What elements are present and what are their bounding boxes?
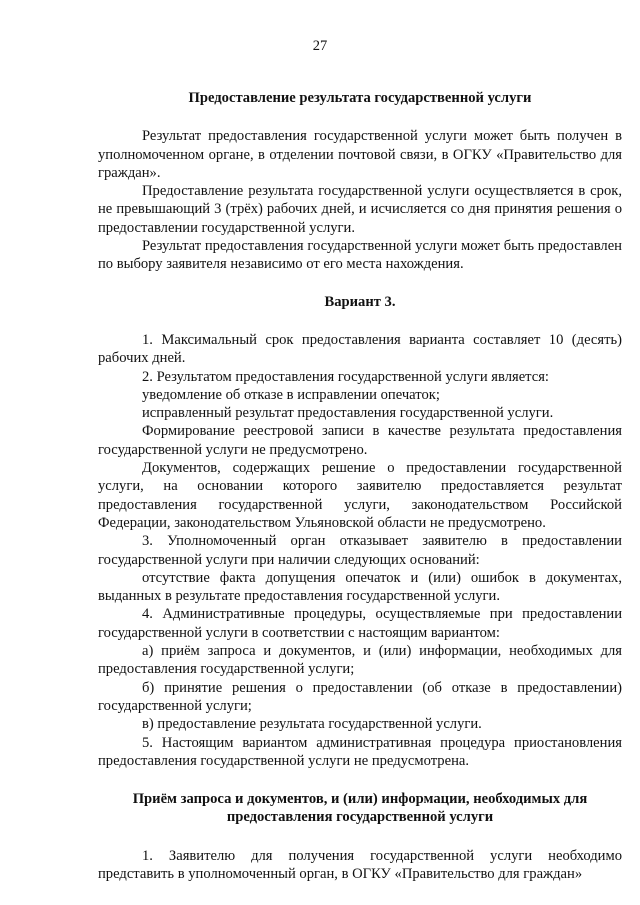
section-heading-line: Приём запроса и документов, и (или) информации, необходимых для: [132, 791, 588, 808]
section-heading-line: предоставления государственной услуги: [226, 809, 494, 826]
paragraph: 2. Результатом предоставления государственной услуги является:: [142, 368, 549, 385]
paragraph: 1. Заявителю для получения государственной услуги необходимо представить в уполномоченный орган, в ОГКУ «Правительство для граждан»: [98, 847, 622, 882]
variant-heading: Вариант 3.: [324, 293, 396, 310]
paragraph: Формирование реестровой записи в качестве результата предоставления государственной услуги не предусмотрено.: [98, 423, 622, 458]
paragraph: а) приём запроса и документов, и (или) информации, необходимых для предоставления государственной услуги;: [98, 643, 622, 678]
paragraph: б) принятие решения о предоставлении (об отказе в предоставлении) государственной услуги;: [98, 679, 622, 714]
page-number: 27: [312, 38, 328, 54]
paragraph: исправленный результат предоставления государственной услуги.: [142, 405, 554, 422]
section-heading-result: Предоставление результата государственной услуги: [188, 90, 532, 106]
paragraph: 3. Уполномоченный орган отказывает заявителю в предоставлении государственной услуги при наличии следующих оснований:: [98, 533, 622, 568]
paragraph: 4. Административные процедуры, осуществляемые при предоставлении государственной услуги в соответствии с настоящим вариантом:: [98, 606, 622, 641]
paragraph: отсутствие факта допущения опечаток и (или) ошибок в документах, выданных в результате предоставления государственной услуги.: [98, 569, 622, 605]
paragraph: 1. Максимальный срок предоставления варианта составляет 10 (десять) рабочих дней.: [98, 331, 622, 367]
paragraph: Документов, содержащих решение о предоставлении государственной услуги, на основании которого заявителю предоставляется результат предоставления государственной услуги, законодательством Российской Федерации, законодательством Ульяновской области не предусмотрено.: [98, 460, 622, 531]
section-heading-intake: [98, 790, 622, 827]
document-body: [98, 89, 622, 883]
paragraph: Результат предоставления государственной услуги может быть получен в уполномоченном органе, в отделении почтовой связи, в ОГКУ «Правительство для граждан».: [98, 128, 622, 181]
paragraph: Результат предоставления государственной услуги может быть предоставлен по выбору заявителя независимо от его места нахождения.: [98, 238, 622, 273]
paragraph: 5. Настоящим вариантом административная процедура приостановления предоставления государственной услуги не предусмотрена.: [98, 734, 622, 769]
paragraph: в) предоставление результата государственной услуги.: [142, 716, 482, 733]
paragraph: уведомление об отказе в исправлении опечаток;: [142, 386, 440, 403]
paragraph: Предоставление результата государственной услуги осуществляется в срок, не превышающий 3 (трёх) рабочих дней, и исчисляется со дня принятия решения о предоставлении государственной услуги.: [98, 183, 622, 236]
